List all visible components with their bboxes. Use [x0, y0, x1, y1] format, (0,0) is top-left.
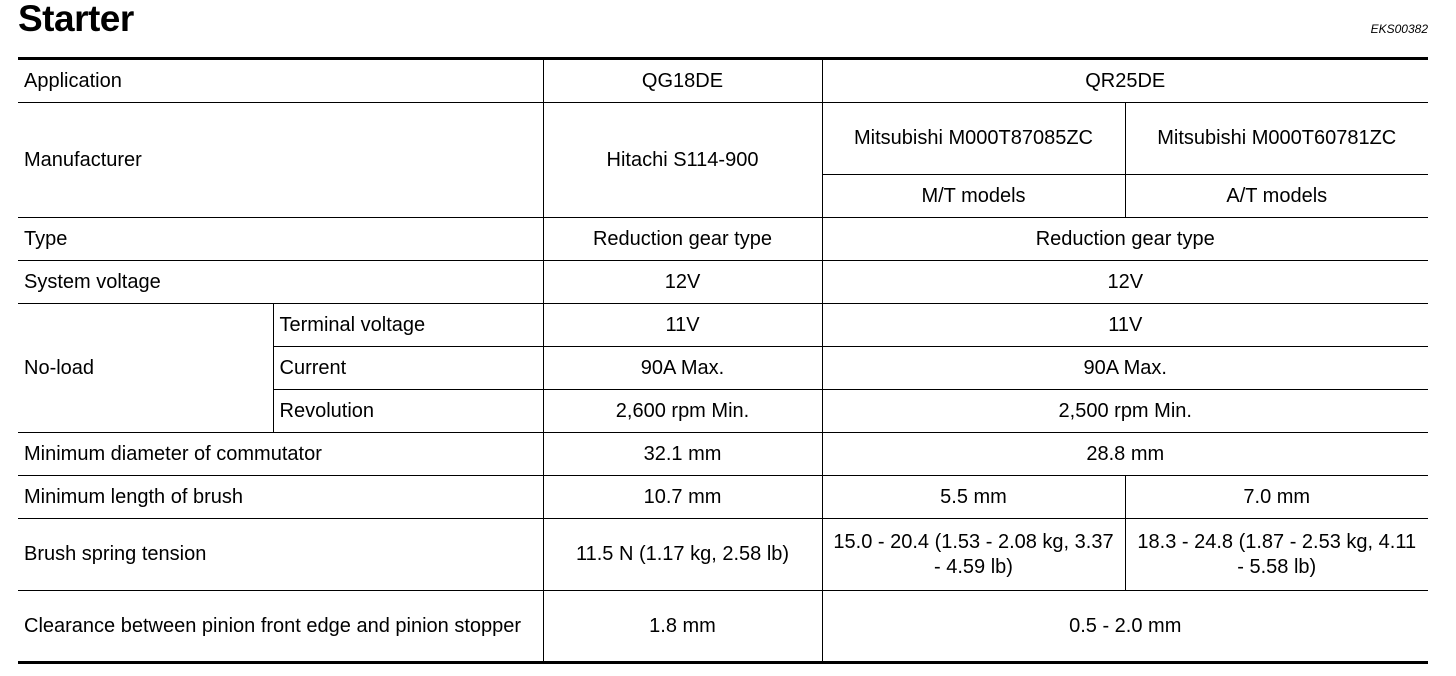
- row-brush-length: [18, 476, 1428, 519]
- brush-length-label: Minimum length of brush: [18, 476, 543, 519]
- spring-tension-qr25de-mt: 15.0 - 20.4 (1.53 - 2.08 kg, 3.37 - 4.59 lb): [822, 519, 1125, 591]
- row-system-voltage: [18, 261, 1428, 304]
- terminal-voltage-label: Terminal voltage: [273, 304, 543, 347]
- brush-length-qr25de-at: 7.0 mm: [1125, 476, 1428, 519]
- current-label: Current: [273, 347, 543, 390]
- type-label: Type: [18, 218, 543, 261]
- application-label: Application: [18, 60, 543, 103]
- terminal-voltage-qr25de: 11V: [822, 304, 1428, 347]
- system-voltage-label: System voltage: [18, 261, 543, 304]
- page-title: Starter: [18, 0, 134, 39]
- brush-length-qr25de-mt: 5.5 mm: [822, 476, 1125, 519]
- revolution-qr25de: 2,500 rpm Min.: [822, 390, 1428, 433]
- spring-tension-qr25de-at: 18.3 - 24.8 (1.87 - 2.53 kg, 4.11 - 5.58 lb): [1125, 519, 1428, 591]
- terminal-voltage-qg18de: 11V: [543, 304, 822, 347]
- system-voltage-qr25de: 12V: [822, 261, 1428, 304]
- commutator-qr25de: 28.8 mm: [822, 433, 1428, 476]
- manufacturer-qg18de: Hitachi S114-900: [543, 103, 822, 218]
- clearance-qg18de: 1.8 mm: [543, 591, 822, 663]
- revolution-qg18de: 2,600 rpm Min.: [543, 390, 822, 433]
- manufacturer-label: Manufacturer: [18, 103, 543, 218]
- no-load-label: No-load: [18, 304, 273, 433]
- current-qg18de: 90A Max.: [543, 347, 822, 390]
- commutator-label: Minimum diameter of commutator: [18, 433, 543, 476]
- spring-tension-qg18de: 11.5 N (1.17 kg, 2.58 lb): [543, 519, 822, 591]
- row-application: [18, 60, 1428, 103]
- manufacturer-qr25de-at: Mitsubishi M000T60781ZC: [1125, 103, 1428, 175]
- row-type: [18, 218, 1428, 261]
- row-clearance: [18, 591, 1428, 663]
- manufacturer-qr25de-mt: Mitsubishi M000T87085ZC: [822, 103, 1125, 175]
- revolution-label: Revolution: [273, 390, 543, 433]
- row-manufacturer: [18, 103, 1428, 175]
- row-spring-tension: [18, 519, 1428, 591]
- type-qr25de: Reduction gear type: [822, 218, 1428, 261]
- row-terminal-voltage: [18, 304, 1428, 347]
- document-code: EKS00382: [1370, 22, 1428, 36]
- mt-models-label: M/T models: [822, 175, 1125, 218]
- at-models-label: A/T models: [1125, 175, 1428, 218]
- brush-length-qg18de: 10.7 mm: [543, 476, 822, 519]
- application-qr25de: QR25DE: [822, 60, 1428, 103]
- clearance-label: Clearance between pinion front edge and pinion stopper: [18, 591, 543, 663]
- row-commutator: [18, 433, 1428, 476]
- system-voltage-qg18de: 12V: [543, 261, 822, 304]
- spring-tension-label: Brush spring tension: [18, 519, 543, 591]
- type-qg18de: Reduction gear type: [543, 218, 822, 261]
- starter-spec-table: [18, 60, 1428, 664]
- application-qg18de: QG18DE: [543, 60, 822, 103]
- current-qr25de: 90A Max.: [822, 347, 1428, 390]
- clearance-qr25de: 0.5 - 2.0 mm: [822, 591, 1428, 663]
- commutator-qg18de: 32.1 mm: [543, 433, 822, 476]
